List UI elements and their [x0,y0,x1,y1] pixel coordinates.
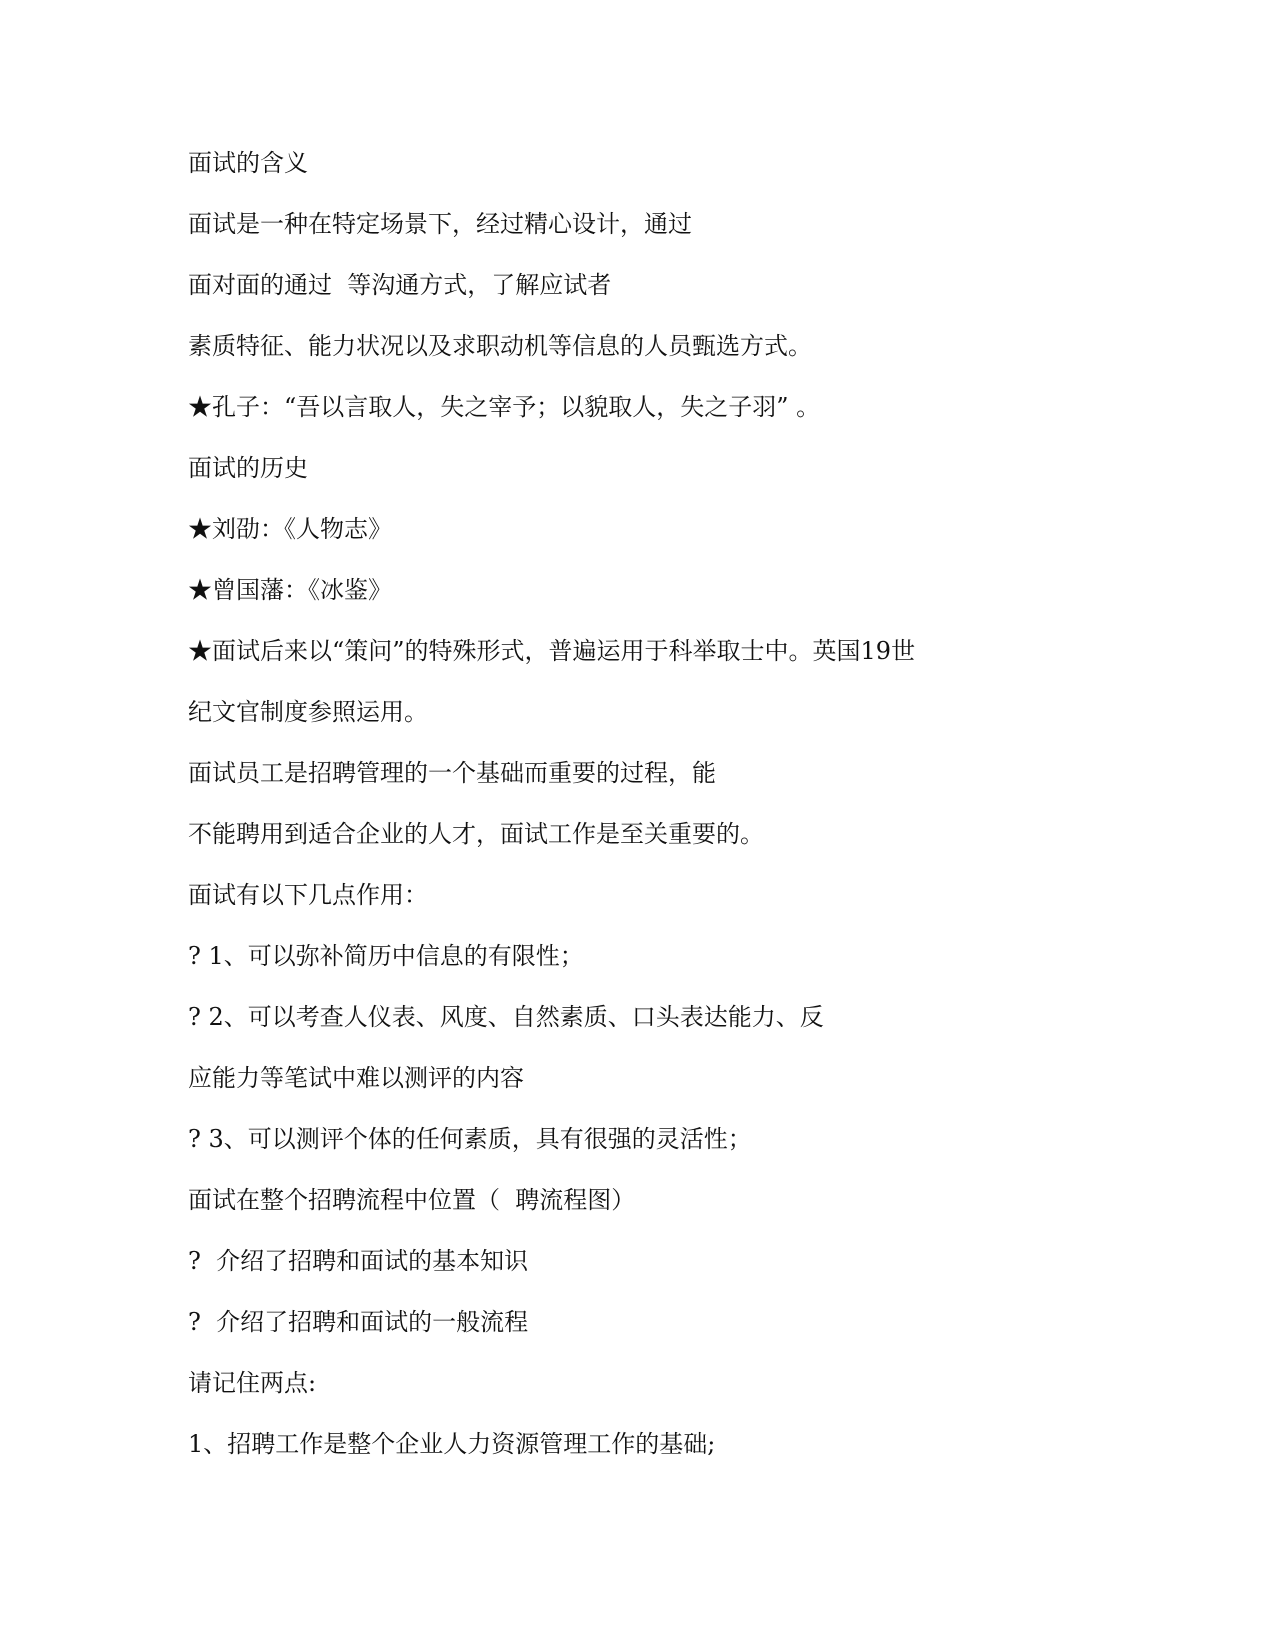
list-item: ? 3、可以测评个体的任何素质，具有很强的灵活性； [188,1125,752,1153]
section-heading-functions: 面试有以下几点作用： [188,881,428,909]
history-item: ★刘劭：《人物志》 [188,515,392,543]
paragraph-line: 纪文官制度参照运用。 [188,698,428,726]
list-item: ? 2、可以考查人仪表、风度、自然素质、口头表达能力、反 [188,1003,824,1031]
section-heading-history: 面试的历史 [188,454,308,482]
paragraph-line: 素质特征、能力状况以及求职动机等信息的人员甄选方式。 [188,332,812,360]
history-item: ★曾国藩：《冰鉴》 [188,576,392,604]
paragraph-line: 面对面的通过 等沟通方式，了解应试者 [188,271,612,299]
document-body [188,146,1088,1488]
paragraph-line: 面试员工是招聘管理的一个基础而重要的过程，能 [188,759,716,787]
list-item: ? 介绍了招聘和面试的一般流程 [188,1308,529,1336]
section-heading-position: 面试在整个招聘流程中位置（ 聘流程图） [188,1186,636,1214]
section-heading-meaning: 面试的含义 [188,149,308,177]
quote-line: ★孔子：“吾以言取人，失之宰予；以貌取人，失之子羽” 。 [188,393,821,421]
history-item: ★面试后来以“策问”的特殊形式，普遍运用于科举取士中。英国19世 [188,637,916,665]
paragraph-line: 不能聘用到适合企业的人才，面试工作是至关重要的。 [188,820,764,848]
list-item: ? 1、可以弥补简历中信息的有限性； [188,942,584,970]
list-item: ? 介绍了招聘和面试的基本知识 [188,1247,529,1275]
paragraph-line: 面试是一种在特定场景下，经过精心设计，通过 [188,210,692,238]
section-heading-remember: 请记住两点: [188,1369,317,1397]
list-item: 1、招聘工作是整个企业人力资源管理工作的基础; [188,1430,716,1458]
paragraph-line: 应能力等笔试中难以测评的内容 [188,1064,524,1092]
